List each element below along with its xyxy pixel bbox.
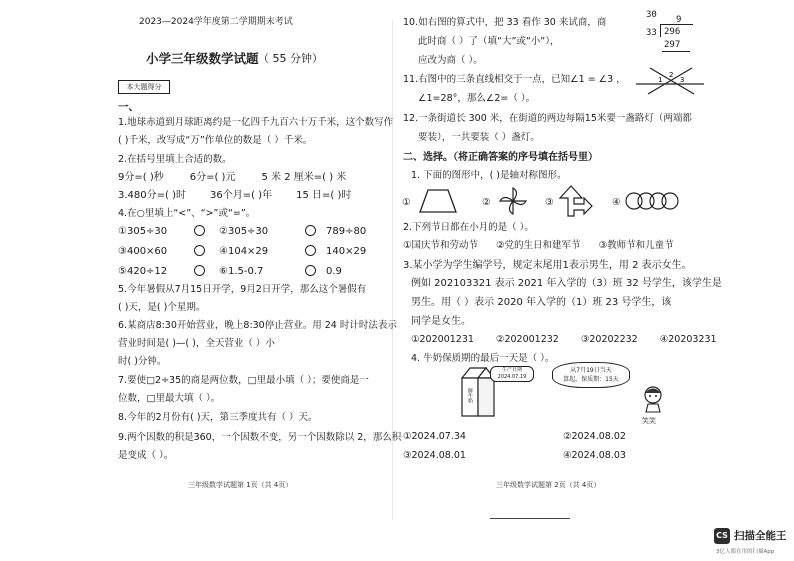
q2-item: 5 米 2 厘米=( ) 米 (261, 172, 347, 183)
s3-option[interactable]: ④20203231 (659, 334, 717, 345)
q1-line2: ( )千米，改写成“万”作单位的数是（ ）千米。 (118, 135, 313, 146)
scanner-logo-text: CS (716, 531, 728, 540)
score-box (118, 80, 170, 94)
division-divisor: 33 (646, 28, 657, 38)
compare-row (118, 225, 366, 239)
compare-circle-icon[interactable] (194, 225, 205, 236)
page-footer-right: 三年级数学试题第 2页（共 4页） (496, 481, 601, 489)
q10-line3: 应改为商（ ）。 (418, 55, 483, 66)
shape-option-label: ④ (612, 197, 621, 208)
milk-date: 生产日期 2024.07.19 (497, 367, 527, 380)
angle-label-1: 1 (658, 76, 663, 84)
long-division (646, 10, 694, 56)
compare-left: ①305÷30 (118, 226, 168, 237)
trapezoid-icon (418, 188, 458, 214)
character-name: 笑笑 (642, 417, 656, 425)
q3-item: 3.480分=( )时 (118, 190, 186, 201)
q5-line2: ( )天，是( )个星期。 (118, 302, 206, 313)
subject-title: 小学三年级数学试题 (146, 51, 259, 66)
q1-line1: 1.地球赤道到月球距离约是一亿四千九百六十万千米，这个数写作 (118, 117, 394, 128)
s4-options-row1 (403, 430, 626, 444)
score-box-label: 本大题得分 (126, 83, 162, 91)
q12-line2: 要装），一共要装（ ）盏灯。 (418, 132, 540, 143)
speech-bubble (552, 362, 630, 388)
q11-line2: ∠1=28°，那么∠2=（ ）。 (418, 93, 536, 104)
compare-mid: ⑥1.5-0.7 (219, 266, 264, 277)
s3-line2: 例如 202103321 表示 2021 年入学的（3）班 32 号学生，该学生是 (411, 278, 722, 289)
s3-line4: 同学是女生。 (411, 316, 471, 327)
q10-line1: 10.如右图的算式中，把 33 看作 30 来试商，商 (403, 17, 607, 28)
compare-circle-icon[interactable] (305, 265, 316, 276)
s2-options (403, 239, 674, 253)
q6-line3: 时( )分钟。 (118, 356, 167, 367)
compare-mid: ④104×29 (219, 246, 269, 257)
s2-option[interactable]: ③教师节和儿童节 (598, 240, 674, 251)
s4-option[interactable]: ①2024.07.34 (403, 431, 466, 442)
compare-right: 0.9 (326, 266, 342, 277)
division-dividend: 296 (664, 27, 681, 37)
q12-line1: 12.一条街道长 300 米，在街道的两边每隔15米要一盏路灯（两端都 (403, 113, 692, 124)
division-product: 297 (664, 40, 681, 50)
scanner-logo-icon (714, 528, 730, 544)
milk-date-tag (490, 366, 534, 382)
s3-option[interactable]: ③20202232 (580, 334, 638, 345)
bottom-rule (490, 518, 570, 519)
q3-item: 36个月=( )年 (210, 190, 273, 201)
s2-option[interactable]: ①国庆节和劳动节 (403, 240, 479, 251)
angle-label-3: 3 (680, 76, 685, 84)
q7-line1: 7.要使□2÷35的商是两位数，□里最小填（ ）；要使商是一 (118, 375, 369, 386)
q3-row (118, 189, 351, 203)
s3-line1: 3.某小学为学生编学号，规定末尾用1表示男生，用 2 表示女生。 (403, 260, 692, 271)
shape-option-label: ③ (545, 197, 554, 208)
compare-mid: ②305÷30 (219, 226, 269, 237)
s4-option[interactable]: ④2024.08.03 (563, 450, 626, 461)
q2-item: 9分=( )秒 (118, 172, 164, 183)
q8-text: 8.今年的2月份有( )天，第三季度共有（ ）天。 (118, 412, 318, 423)
q2-text: 2.在括号里填上合适的数。 (118, 154, 232, 165)
s4-text: 4. 牛奶保质期的最后一天是（ ）。 (411, 353, 555, 364)
compare-right: 140×29 (326, 246, 367, 257)
shape-option-label: ② (482, 197, 491, 208)
q9-line1: 9.两个因数的积是360，一个因数不变，另一个因数除以 2，那么积 (118, 432, 402, 443)
compare-row (118, 245, 366, 259)
arrow-sign-icon (558, 184, 594, 218)
q11-line1: 11.右图中的三条直线相交于一点，已知∠1 = ∠3 ， (403, 74, 626, 85)
pinwheel-icon (498, 186, 528, 216)
q2-row (118, 171, 346, 185)
bubble-line: 算起，保质期：15天 (563, 376, 619, 383)
bubble-line: 从7月19日当天 (570, 367, 612, 374)
duration: （ 55 分钟） (258, 52, 323, 65)
q2-item: 6分=( )元 (189, 172, 236, 183)
compare-left: ⑤420÷12 (118, 266, 168, 277)
shape-options (402, 184, 682, 218)
s4-option[interactable]: ②2024.08.02 (563, 431, 626, 442)
section2-title: 二、选择。（将正确答案的序号填在括号里） (403, 152, 598, 163)
q3-item: 15 日=( )时 (296, 190, 352, 201)
rings-icon (624, 188, 684, 214)
division-trial: 30 (646, 10, 657, 20)
page-footer-left: 三年级数学试题第 1页（共 4页） (188, 481, 293, 489)
compare-right: 789÷80 (326, 226, 367, 237)
compare-left: ③400×60 (118, 246, 168, 257)
division-underline (662, 51, 690, 52)
s4-option[interactable]: ③2024.08.01 (403, 450, 466, 461)
s1-text: 1. 下面的图形中，( )是轴对称图形。 (411, 170, 567, 181)
q5-line1: 5.今年暑假从7月15日开学，9月2日开学，那么这个暑假有 (118, 284, 367, 295)
division-quotient: 9 (676, 15, 682, 25)
q4-text: 4.在○里填上“<”、“>”或“=”。 (118, 208, 256, 219)
compare-circle-icon[interactable] (305, 225, 316, 236)
compare-row (118, 265, 342, 279)
q7-line2: 位数，□里最大填（ ）。 (118, 393, 221, 404)
scanner-app-name: 扫描全能王 (734, 530, 787, 542)
intersecting-lines-diagram (632, 66, 708, 96)
scanner-tagline: 3亿人都在用的扫描App (716, 549, 775, 555)
compare-circle-icon[interactable] (305, 245, 316, 256)
s2-option[interactable]: ②党的生日和建军节 (496, 240, 581, 251)
q6-line1: 6.某商店8:30开始营业，晚上8:30停止营业。用 24 时计时法表示 (118, 320, 397, 331)
girl-character-icon (638, 384, 668, 414)
section1-label: 一、 (118, 101, 139, 113)
q10-line2: 此时商（ ）了（填“大”或“小”）， (418, 36, 560, 47)
s2-text: 2.下列节日都在小月的是（ ）。 (403, 222, 534, 233)
milk-label: 鲜牛奶 (467, 388, 473, 403)
compare-circle-icon[interactable] (194, 265, 205, 276)
s3-option[interactable]: ②202001232 (495, 334, 559, 345)
s3-options (411, 333, 717, 347)
q9-line2: 是变成（ ）。 (118, 450, 174, 461)
angle-label-2: 2 (669, 71, 674, 79)
s4-options-row2 (403, 449, 626, 463)
s3-line3: 男生。用（ ）表示 2020 年入学的（1）班 23 号学生，该 (411, 297, 672, 308)
compare-circle-icon[interactable] (194, 245, 205, 256)
shape-option-label: ① (402, 197, 411, 208)
s3-option[interactable]: ①202001231 (411, 334, 474, 345)
q6-line2: 营业时间是( )—( )，全天营业（ ）小 (118, 338, 275, 349)
exam-header: 2023—2024学年度第二学期期末考试 (139, 17, 293, 27)
